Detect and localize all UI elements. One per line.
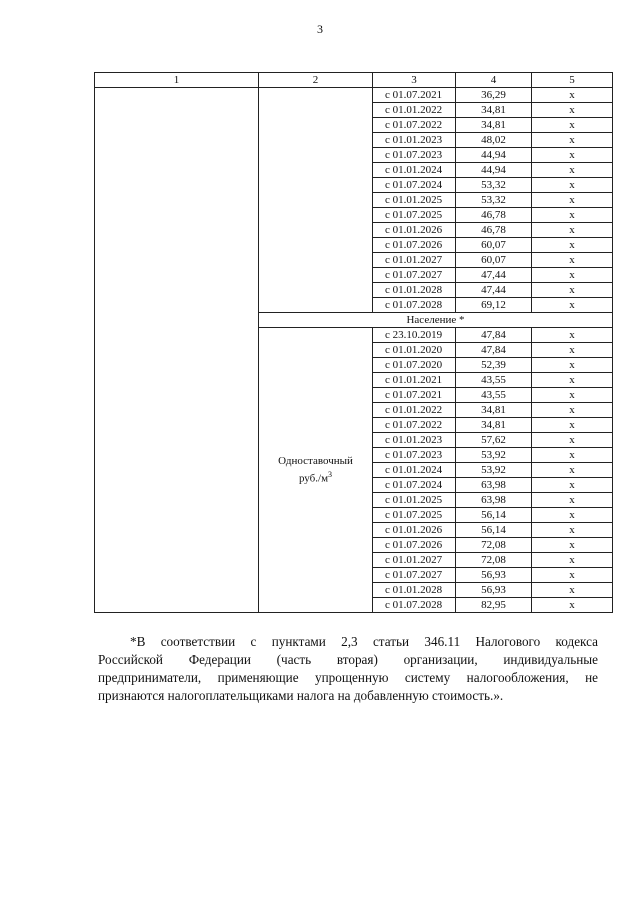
col5-cell: х	[532, 298, 613, 313]
date-cell: с 01.07.2022	[373, 118, 456, 133]
value-cell: 43,55	[456, 388, 532, 403]
footnote-line: Российской Федерации (часть вторая) организации, индивидуальные	[98, 652, 598, 667]
col5-cell: х	[532, 478, 613, 493]
value-cell: 72,08	[456, 538, 532, 553]
value-cell: 69,12	[456, 298, 532, 313]
header-cell-4: 4	[456, 73, 532, 88]
value-cell: 44,94	[456, 148, 532, 163]
value-cell: 56,14	[456, 523, 532, 538]
date-cell: с 01.01.2027	[373, 253, 456, 268]
date-cell: с 01.01.2026	[373, 223, 456, 238]
value-cell: 47,44	[456, 268, 532, 283]
col5-cell: х	[532, 133, 613, 148]
value-cell: 56,14	[456, 508, 532, 523]
col5-cell: х	[532, 373, 613, 388]
date-cell: с 01.07.2028	[373, 598, 456, 613]
col5-cell: х	[532, 193, 613, 208]
col5-cell: х	[532, 553, 613, 568]
value-cell: 60,07	[456, 238, 532, 253]
value-cell: 63,98	[456, 493, 532, 508]
value-cell: 72,08	[456, 553, 532, 568]
date-cell: с 01.07.2021	[373, 88, 456, 103]
date-cell: с 01.07.2028	[373, 298, 456, 313]
section-label: Население *	[259, 313, 613, 328]
value-cell: 44,94	[456, 163, 532, 178]
date-cell: с 01.01.2023	[373, 433, 456, 448]
date-cell: с 01.01.2024	[373, 463, 456, 478]
value-cell: 47,84	[456, 343, 532, 358]
col5-cell: х	[532, 598, 613, 613]
value-cell: 34,81	[456, 403, 532, 418]
value-cell: 34,81	[456, 418, 532, 433]
date-cell: с 01.01.2025	[373, 193, 456, 208]
value-cell: 57,62	[456, 433, 532, 448]
value-cell: 46,78	[456, 223, 532, 238]
date-cell: с 01.07.2023	[373, 448, 456, 463]
value-cell: 47,44	[456, 283, 532, 298]
value-cell: 82,95	[456, 598, 532, 613]
col5-cell: х	[532, 88, 613, 103]
date-cell: с 01.07.2026	[373, 538, 456, 553]
value-cell: 56,93	[456, 583, 532, 598]
footnote	[98, 633, 598, 705]
footnote-line: предприниматели, применяющие упрощенную систему налогообложения, не	[98, 670, 598, 685]
col5-cell: х	[532, 463, 613, 478]
header-cell-3: 3	[373, 73, 456, 88]
col5-cell: х	[532, 493, 613, 508]
value-cell: 53,92	[456, 448, 532, 463]
col5-cell: х	[532, 508, 613, 523]
date-cell: с 01.01.2028	[373, 283, 456, 298]
value-cell: 63,98	[456, 478, 532, 493]
table-row	[95, 88, 613, 103]
value-cell: 60,07	[456, 253, 532, 268]
col5-cell: х	[532, 223, 613, 238]
col5-cell: х	[532, 103, 613, 118]
value-cell: 48,02	[456, 133, 532, 148]
date-cell: с 01.07.2023	[373, 148, 456, 163]
col5-cell: х	[532, 148, 613, 163]
header-cell-1: 1	[95, 73, 259, 88]
col5-cell: х	[532, 448, 613, 463]
date-cell: с 01.07.2022	[373, 418, 456, 433]
col5-cell: х	[532, 253, 613, 268]
value-cell: 46,78	[456, 208, 532, 223]
date-cell: с 01.01.2026	[373, 523, 456, 538]
date-cell: с 23.10.2019	[373, 328, 456, 343]
col5-cell: х	[532, 523, 613, 538]
col5-cell: х	[532, 328, 613, 343]
value-cell: 53,32	[456, 193, 532, 208]
col5-cell: х	[532, 268, 613, 283]
col5-cell: х	[532, 433, 613, 448]
value-cell: 36,29	[456, 88, 532, 103]
date-cell: с 01.01.2020	[373, 343, 456, 358]
col5-cell: х	[532, 238, 613, 253]
col5-cell: х	[532, 283, 613, 298]
value-cell: 52,39	[456, 358, 532, 373]
col5-cell: х	[532, 388, 613, 403]
col5-cell: х	[532, 403, 613, 418]
date-cell: с 01.07.2025	[373, 508, 456, 523]
page-number: 3	[317, 22, 323, 36]
date-cell: с 01.07.2024	[373, 478, 456, 493]
col5-cell: х	[532, 568, 613, 583]
header-cell-5: 5	[532, 73, 613, 88]
date-cell: с 01.07.2020	[373, 358, 456, 373]
col5-cell: х	[532, 118, 613, 133]
unit-superscript: 3	[328, 470, 333, 480]
value-cell: 34,81	[456, 103, 532, 118]
col5-cell: х	[532, 538, 613, 553]
date-cell: с 01.07.2027	[373, 568, 456, 583]
col5-cell: х	[532, 178, 613, 193]
date-cell: с 01.01.2024	[373, 163, 456, 178]
date-cell: с 01.01.2025	[373, 493, 456, 508]
col2-merged-cell	[259, 88, 373, 313]
header-cell-2: 2	[259, 73, 373, 88]
col5-cell: х	[532, 163, 613, 178]
date-cell: с 01.01.2021	[373, 373, 456, 388]
footnote-line	[98, 633, 598, 651]
value-cell: 34,81	[456, 118, 532, 133]
footnote-line: признаются налогоплательщиками налога на добавленную стоимость.».	[98, 688, 504, 703]
date-cell: с 01.01.2028	[373, 583, 456, 598]
unit-label: руб./м	[298, 472, 329, 485]
col5-cell: х	[532, 358, 613, 373]
date-cell: с 01.01.2022	[373, 103, 456, 118]
col5-cell: х	[532, 208, 613, 223]
date-cell: с 01.01.2022	[373, 403, 456, 418]
date-cell: с 01.07.2026	[373, 238, 456, 253]
value-cell: 53,32	[456, 178, 532, 193]
date-cell: с 01.01.2027	[373, 553, 456, 568]
date-cell: с 01.07.2027	[373, 268, 456, 283]
value-cell: 53,92	[456, 463, 532, 478]
footnote-text: *В соответствии с пунктами 2,3 статьи 346.11 Налогового кодекса	[130, 634, 598, 649]
date-cell: с 01.01.2023	[373, 133, 456, 148]
unit-cell	[259, 328, 373, 613]
unit-label: Одноставочный	[278, 455, 353, 468]
col5-cell: х	[532, 343, 613, 358]
table-header-row	[95, 73, 613, 88]
value-cell: 47,84	[456, 328, 532, 343]
col5-cell: х	[532, 583, 613, 598]
tariff-table	[94, 72, 613, 613]
col5-cell: х	[532, 418, 613, 433]
date-cell: с 01.07.2021	[373, 388, 456, 403]
date-cell: с 01.07.2025	[373, 208, 456, 223]
date-cell: с 01.07.2024	[373, 178, 456, 193]
value-cell: 56,93	[456, 568, 532, 583]
col1-merged-cell	[95, 88, 259, 613]
value-cell: 43,55	[456, 373, 532, 388]
